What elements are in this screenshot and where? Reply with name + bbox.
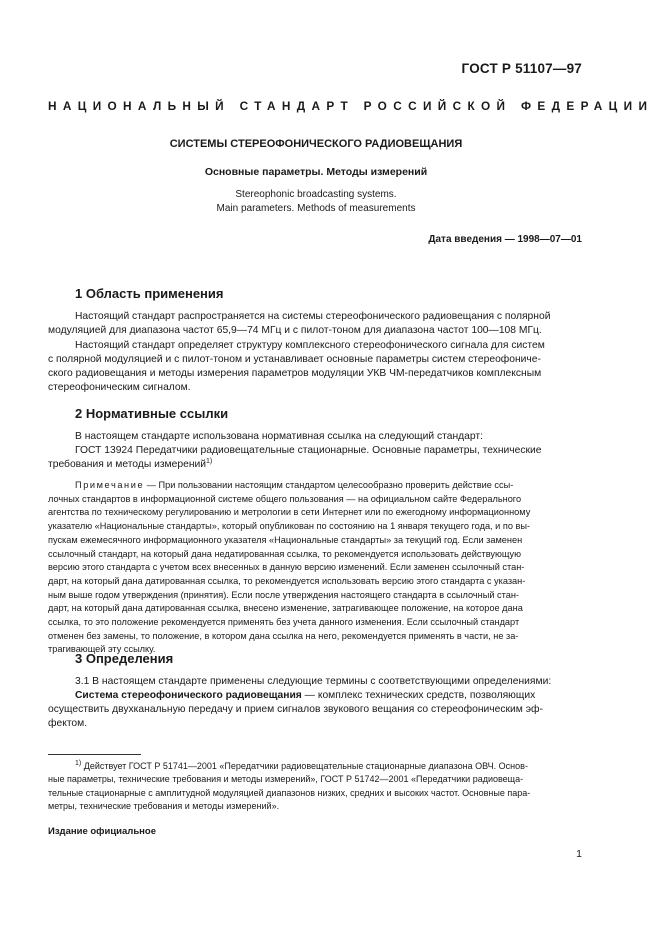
note-line: дарт, на который дана датированная ссылка, внесено изменение, затрагивающее положение, на которое дана <box>48 603 523 613</box>
footnote-line: ные параметры, технические требования и методы измерений», ГОСТ Р 51742—2001 «Передатчики радиовеща- <box>48 774 524 784</box>
definition-text: — комплекс технических средств, позволяющих <box>301 690 536 701</box>
paragraph-line: 3.1 В настоящем стандарте применены следующие термины с соответствующими определениями: <box>75 676 552 687</box>
footnote-reference[interactable]: 1) <box>206 458 213 465</box>
paragraph-line: ГОСТ 13924 Передатчики радиовещательные стационарные. Основные параметры, технические <box>75 445 542 456</box>
section-3-heading: 3 Определения <box>75 651 174 666</box>
footnote-line: тельные стационарные с амплитудной модуляцией диапазонов низких, средних и высоких частот. Основные пара- <box>48 788 531 798</box>
paragraph-line: модуляцией для диапазона частот 65,9—74 МГц и с пилот-тоном для диапазона частот 100—108 МГц. <box>48 325 542 336</box>
note-line: ным выше годом утверждения (принятия). Если после утверждения настоящего стандарта в ссылочный стан- <box>48 590 519 600</box>
note-line: отменен без замены, то положение, в котором дана ссылка на него, рекомендуется применять в части, не за- <box>48 631 519 641</box>
section-2-heading: 2 Нормативные ссылки <box>75 406 229 421</box>
note-line: трагивающей эту ссылку. <box>48 644 156 654</box>
note-line: пускам ежемесячного информационного указателя «Национальные стандарты» за текущий год. Если заменен <box>48 535 523 545</box>
note-label: Примечание <box>75 480 145 490</box>
note-line: агентства по техническому регулированию и метрологии в сети Интернет или по ежегодному информационному <box>48 507 531 517</box>
paragraph-line: фектом. <box>48 718 88 729</box>
national-standard-heading: НАЦИОНАЛЬНЫЙ СТАНДАРТ РОССИЙСКОЙ ФЕДЕРАЦИИ <box>48 99 654 113</box>
paragraph-line: осуществить двухканальную передачу и прием сигналов звукового вещания со стереофоническим эф- <box>48 704 543 715</box>
paragraph-line: Настоящий стандарт определяет структуру комплексного стереофонического сигнала для систем <box>75 340 545 351</box>
note-line: дарт, на который дана датированная ссылка, то рекомендуется использовать версию этого стандарта с указан- <box>48 576 526 586</box>
defined-term: Система стереофонического радиовещания <box>75 690 302 701</box>
footnote-line <box>48 760 528 774</box>
page-number: 1 <box>576 848 582 860</box>
definition-line <box>75 689 586 703</box>
paragraph-line: Настоящий стандарт распространяется на системы стереофонического радиовещания с полярной <box>75 311 551 322</box>
note-line: ссылочный стандарт, на который дана недатированная ссылка, то рекомендуется использовать действующую <box>48 549 522 559</box>
section-1-heading: 1 Область применения <box>75 286 224 301</box>
paragraph-line: ского радиовещания и методы измерения параметров модуляции УКВ ЧМ-передатчиков комплексным <box>48 368 542 379</box>
footnote-text: Действует ГОСТ Р 51741—2001 «Передатчики радиовещательные стационарные диапазона ОВЧ. Основ- <box>81 761 528 771</box>
paragraph-line: стереофоническим сигналом. <box>48 382 191 393</box>
english-title-line-1: Stereophonic broadcasting systems. <box>235 189 397 200</box>
paragraph-text: требования и методы измерений <box>48 459 207 470</box>
note-line: ссылка, то это положение рекомендуется применять без учета данного изменения. Если ссылочный стандарт <box>48 617 520 627</box>
introduction-date: Дата введения — 1998—07—01 <box>428 234 582 245</box>
document-subtitle: Основные параметры. Методы измерений <box>204 166 428 178</box>
note-line: версию этого стандарта с учетом всех внесенных в данную версию изменений. Если заменен ссылочный стан- <box>48 562 525 572</box>
note-line: указателю «Национальные стандарты», который опубликован по состоянию на 1 января текущего года, и по вы- <box>48 521 531 531</box>
paragraph-line: В настоящем стандарте использована нормативная ссылка на следующий стандарт: <box>75 431 483 442</box>
paragraph-line: с полярной модуляцией и с пилот-тоном и устанавливает основные параметры систем стереофониче- <box>48 354 541 365</box>
english-title-line-2: Main parameters. Methods of measurements <box>216 203 416 214</box>
note-text: — При пользовании настоящим стандартом целесообразно проверить действие ссы- <box>144 480 514 490</box>
official-edition-label: Издание официальное <box>48 826 156 837</box>
footnote-line: метры, технические требования и методы измерений». <box>48 801 280 811</box>
note-line <box>48 479 586 493</box>
document-title: СИСТЕМЫ СТЕРЕОФОНИЧЕСКОГО РАДИОВЕЩАНИЯ <box>169 138 463 150</box>
document-number: ГОСТ Р 51107—97 <box>461 61 582 76</box>
note-line: лочных стандартов в информационной системе общего пользования — на официальном сайте Федерального <box>48 494 522 504</box>
footnote-mark: 1) <box>75 760 82 767</box>
footnote-divider <box>48 754 141 755</box>
paragraph-line <box>48 458 559 472</box>
